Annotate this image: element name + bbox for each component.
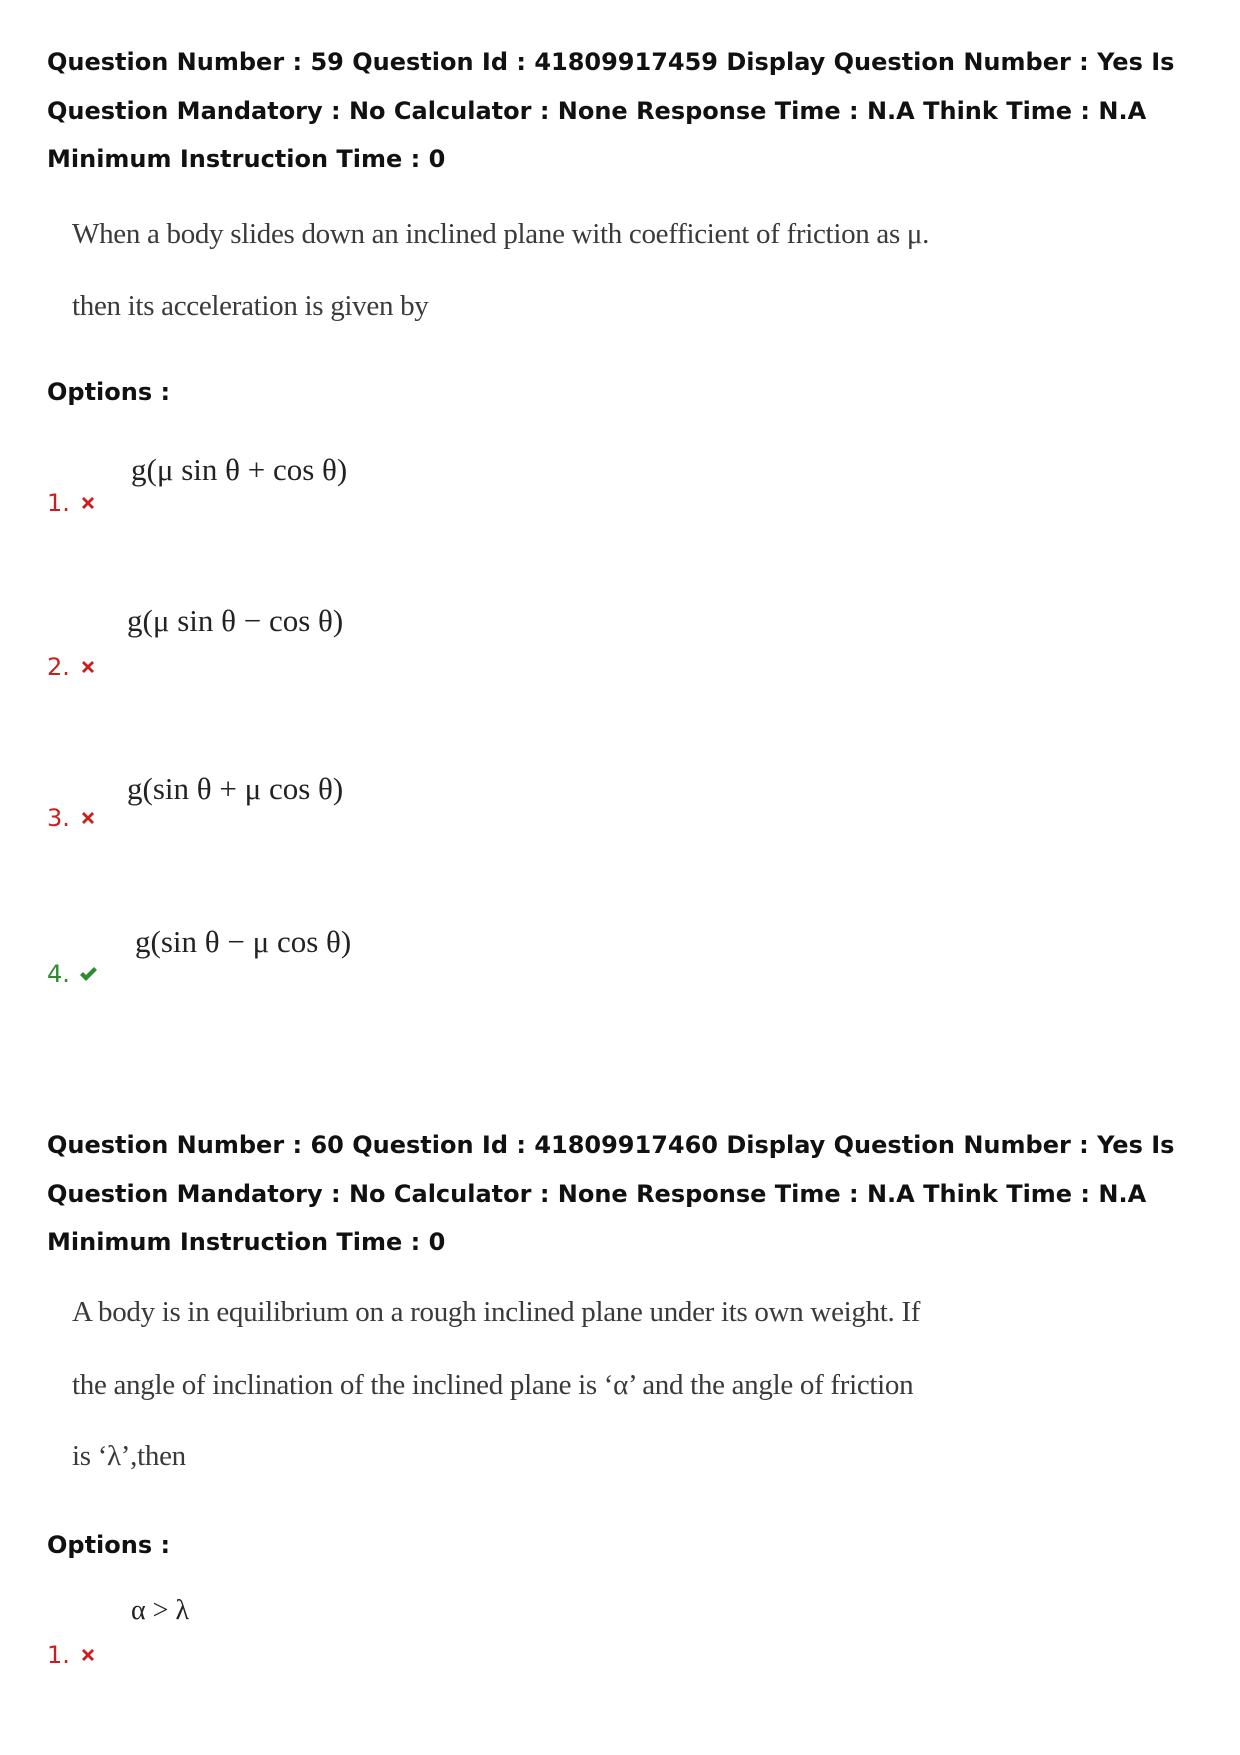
cross-icon: [78, 657, 98, 677]
q59-option-4-formula: g(sin θ − μ cos θ): [135, 924, 352, 959]
question-59-text-line-1: When a body slides down an inclined plane with coefficient of friction as μ.: [72, 218, 930, 250]
q59-option-2-number: 2.: [47, 653, 70, 681]
q60-option-1-number: 1.: [47, 1641, 70, 1669]
question-60-text-line-3: is ‘λ’,then: [72, 1440, 186, 1472]
check-icon: [78, 964, 98, 984]
question-59-header: Question Number : 59 Question Id : 41809917459 Display Question Number : Yes Is Question Mandatory : No Calculator : None Response Time : N.A Think Time : N.A Minimum Instruction Time : 0: [47, 48, 1175, 173]
cross-icon: [78, 1645, 98, 1665]
cross-icon: [78, 493, 98, 513]
question-60-options-label: Options :: [47, 1531, 171, 1559]
q59-option-3-number: 3.: [47, 804, 70, 832]
q59-option-1[interactable]: [47, 489, 98, 517]
q60-option-1[interactable]: [47, 1641, 98, 1669]
q59-option-2[interactable]: [47, 653, 98, 681]
q59-option-3[interactable]: [47, 804, 98, 832]
question-59-text-line-2: then its acceleration is given by: [72, 290, 429, 322]
q59-option-2-formula: g(μ sin θ − cos θ): [127, 603, 344, 638]
q59-option-4[interactable]: [47, 960, 98, 988]
question-60-text-line-1: A body is in equilibrium on a rough inclined plane under its own weight. If: [72, 1296, 921, 1328]
question-60-header: Question Number : 60 Question Id : 41809917460 Display Question Number : Yes Is Question Mandatory : No Calculator : None Response Time : N.A Think Time : N.A Minimum Instruction Time : 0: [47, 1131, 1175, 1256]
question-60-text-line-2: the angle of inclination of the inclined plane is ‘α’ and the angle of friction: [72, 1369, 914, 1401]
cross-icon: [78, 808, 98, 828]
q59-option-4-number: 4.: [47, 960, 70, 988]
question-59-options-label: Options :: [47, 378, 171, 406]
q60-option-1-formula: α > λ: [131, 1595, 190, 1626]
q59-option-3-formula: g(sin θ + μ cos θ): [127, 771, 344, 806]
q59-option-1-number: 1.: [47, 489, 70, 517]
q59-option-1-formula: g(μ sin θ + cos θ): [131, 452, 348, 487]
